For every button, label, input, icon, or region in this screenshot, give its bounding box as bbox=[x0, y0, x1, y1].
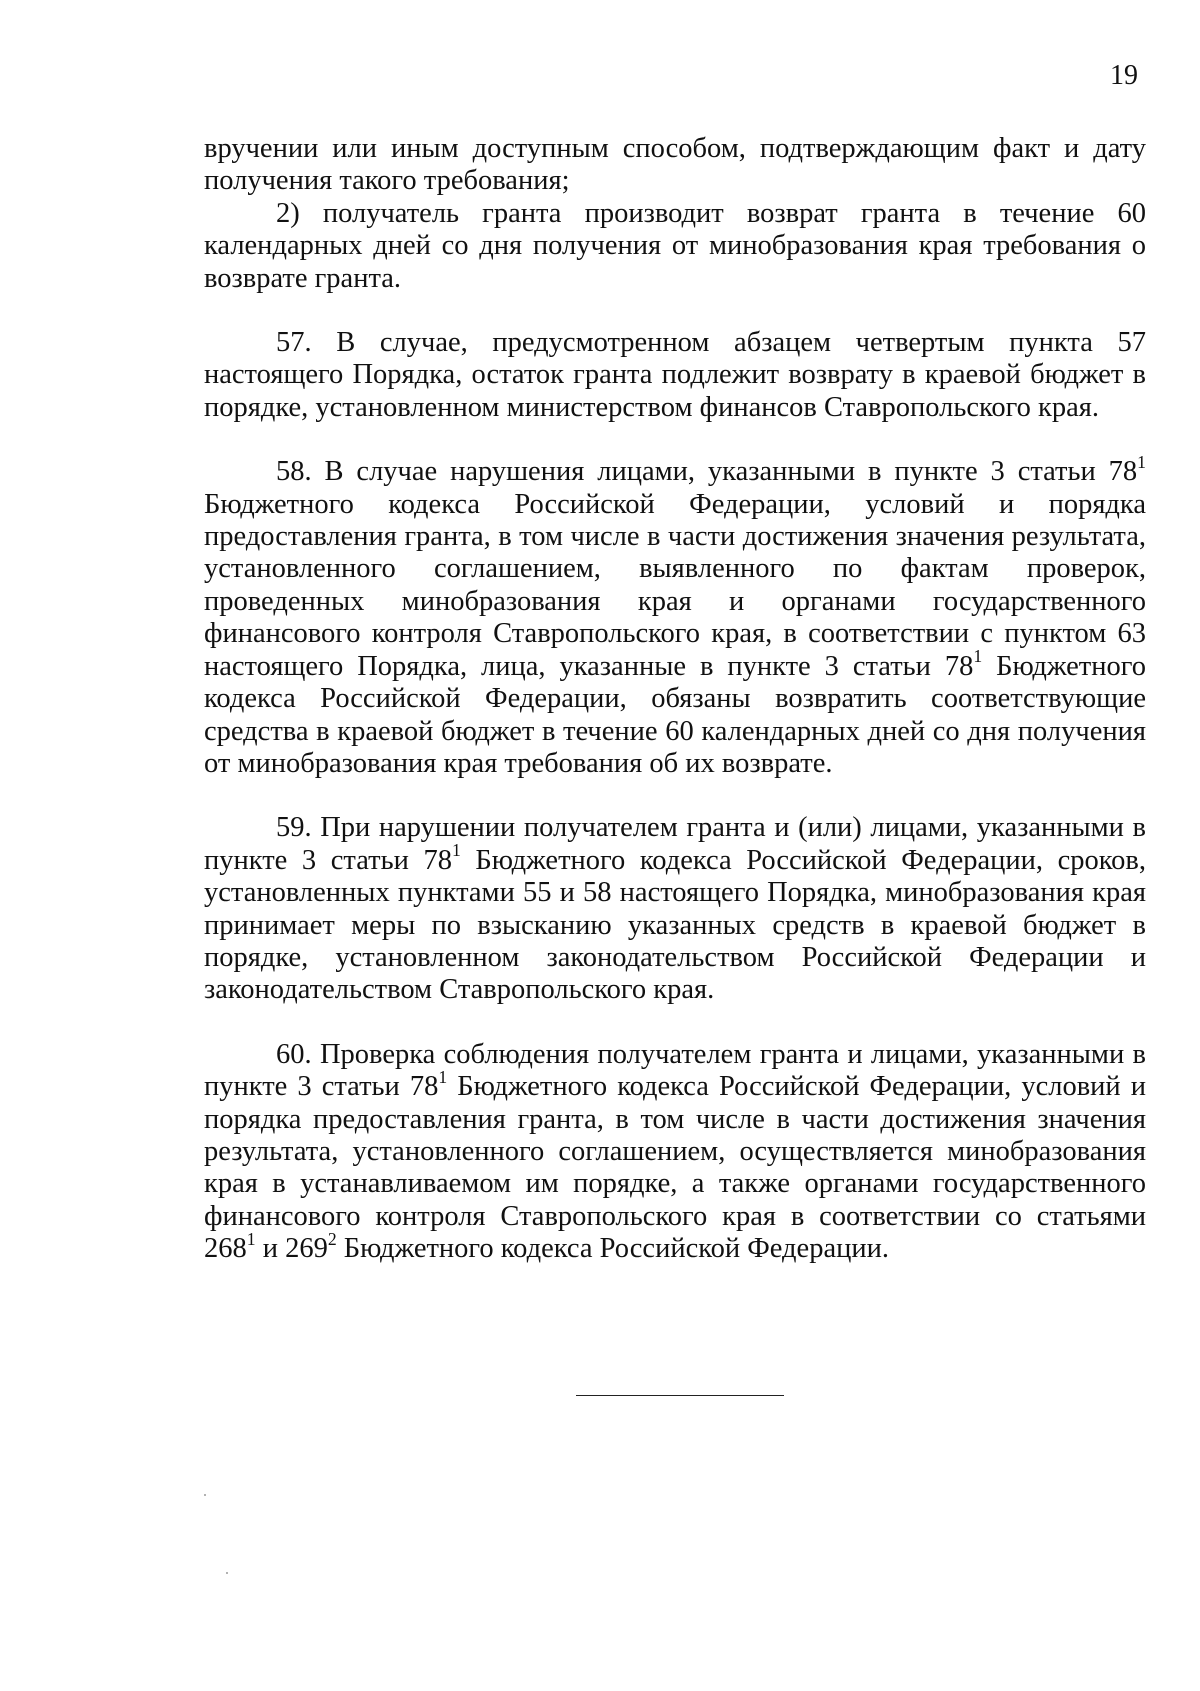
document-body bbox=[204, 133, 1146, 1266]
paragraph-text: Бюджетного кодекса Российской Федерации, условий и порядка предоставления гранта, в том числе в части достижения значения результата, установленного соглашением, выявленного по фактам проверок, проведенных минобразования края и органами государственного финансового контроля Ставропольского края, в соответствии с пунктом 63 настоящего Порядка, лица, указанные в пункте 3 статьи 78 bbox=[204, 488, 1146, 682]
superscript: 1 bbox=[451, 840, 461, 861]
paragraph-text: Бюджетного кодекса Российской Федерации, условий и порядка предоставления гранта, в том числе в части достижения значения результата, установленного соглашением, осуществляется минобразования края в устанавливаемом им порядке, а также органами государственного финансового контроля Ставропольского края в соответствии со статьями 268 bbox=[204, 1071, 1146, 1265]
paragraph-text: и 269 bbox=[255, 1233, 328, 1265]
paragraph-continued bbox=[204, 133, 1146, 198]
superscript: 1 bbox=[973, 646, 983, 667]
scan-speck bbox=[204, 1494, 206, 1496]
paragraph-text: 59. При нарушении получателем гранта и (или) лицами, указанными в пункте 3 статьи 78 bbox=[204, 812, 1146, 876]
paragraph-text: 58. В случае нарушения лицами, указанными в пункте 3 статьи 78 bbox=[276, 456, 1138, 488]
paragraph-59 bbox=[204, 812, 1146, 1006]
paragraph-text: вручении или иным доступным способом, подтверждающим факт и дату получения такого требования; bbox=[204, 133, 1146, 197]
end-of-document-rule bbox=[576, 1395, 784, 1396]
paragraph-text: Бюджетного кодекса Российской Федерации, сроков, установленных пунктами 55 и 58 настоящего Порядка, минобразования края принимает меры по взысканию указанных средств в краевой бюджет в порядке, установленном законодательством Российской Федерации и законодательством Ставропольского края. bbox=[204, 844, 1146, 1006]
paragraph-item-2 bbox=[204, 198, 1146, 295]
superscript: 2 bbox=[327, 1228, 337, 1249]
paragraph-text: Бюджетного кодекса Российской Федерации, обязаны возвратить соответствующие средства в краевой бюджет в течение 60 календарных дней со дня получения от минобразования края требования об их возврате. bbox=[204, 650, 1146, 779]
paragraph-text: 2) получатель гранта производит возврат гранта в течение 60 календарных дней со дня получения от минобразования края требования о возврате гранта. bbox=[204, 197, 1146, 294]
superscript: 1 bbox=[438, 1066, 448, 1087]
scan-speck bbox=[226, 1572, 228, 1574]
paragraph-text: Бюджетного кодекса Российской Федерации. bbox=[336, 1233, 889, 1265]
paragraph-text: 57. В случае, предусмотренном абзацем четвертым пункта 57 настоящего Порядка, остаток гранта подлежит возврату в краевой бюджет в порядке, установленном министерством финансов Ставропольского края. bbox=[204, 327, 1146, 423]
paragraph-60 bbox=[204, 1039, 1146, 1266]
paragraph-text: 60. Проверка соблюдения получателем гранта и лицами, указанными в пункте 3 статьи 78 bbox=[204, 1038, 1146, 1103]
superscript: 1 bbox=[1137, 451, 1146, 472]
paragraph-58 bbox=[204, 451, 1146, 780]
paragraph-57 bbox=[204, 327, 1146, 424]
superscript: 1 bbox=[246, 1228, 256, 1249]
page-number: 19 bbox=[1110, 60, 1138, 91]
